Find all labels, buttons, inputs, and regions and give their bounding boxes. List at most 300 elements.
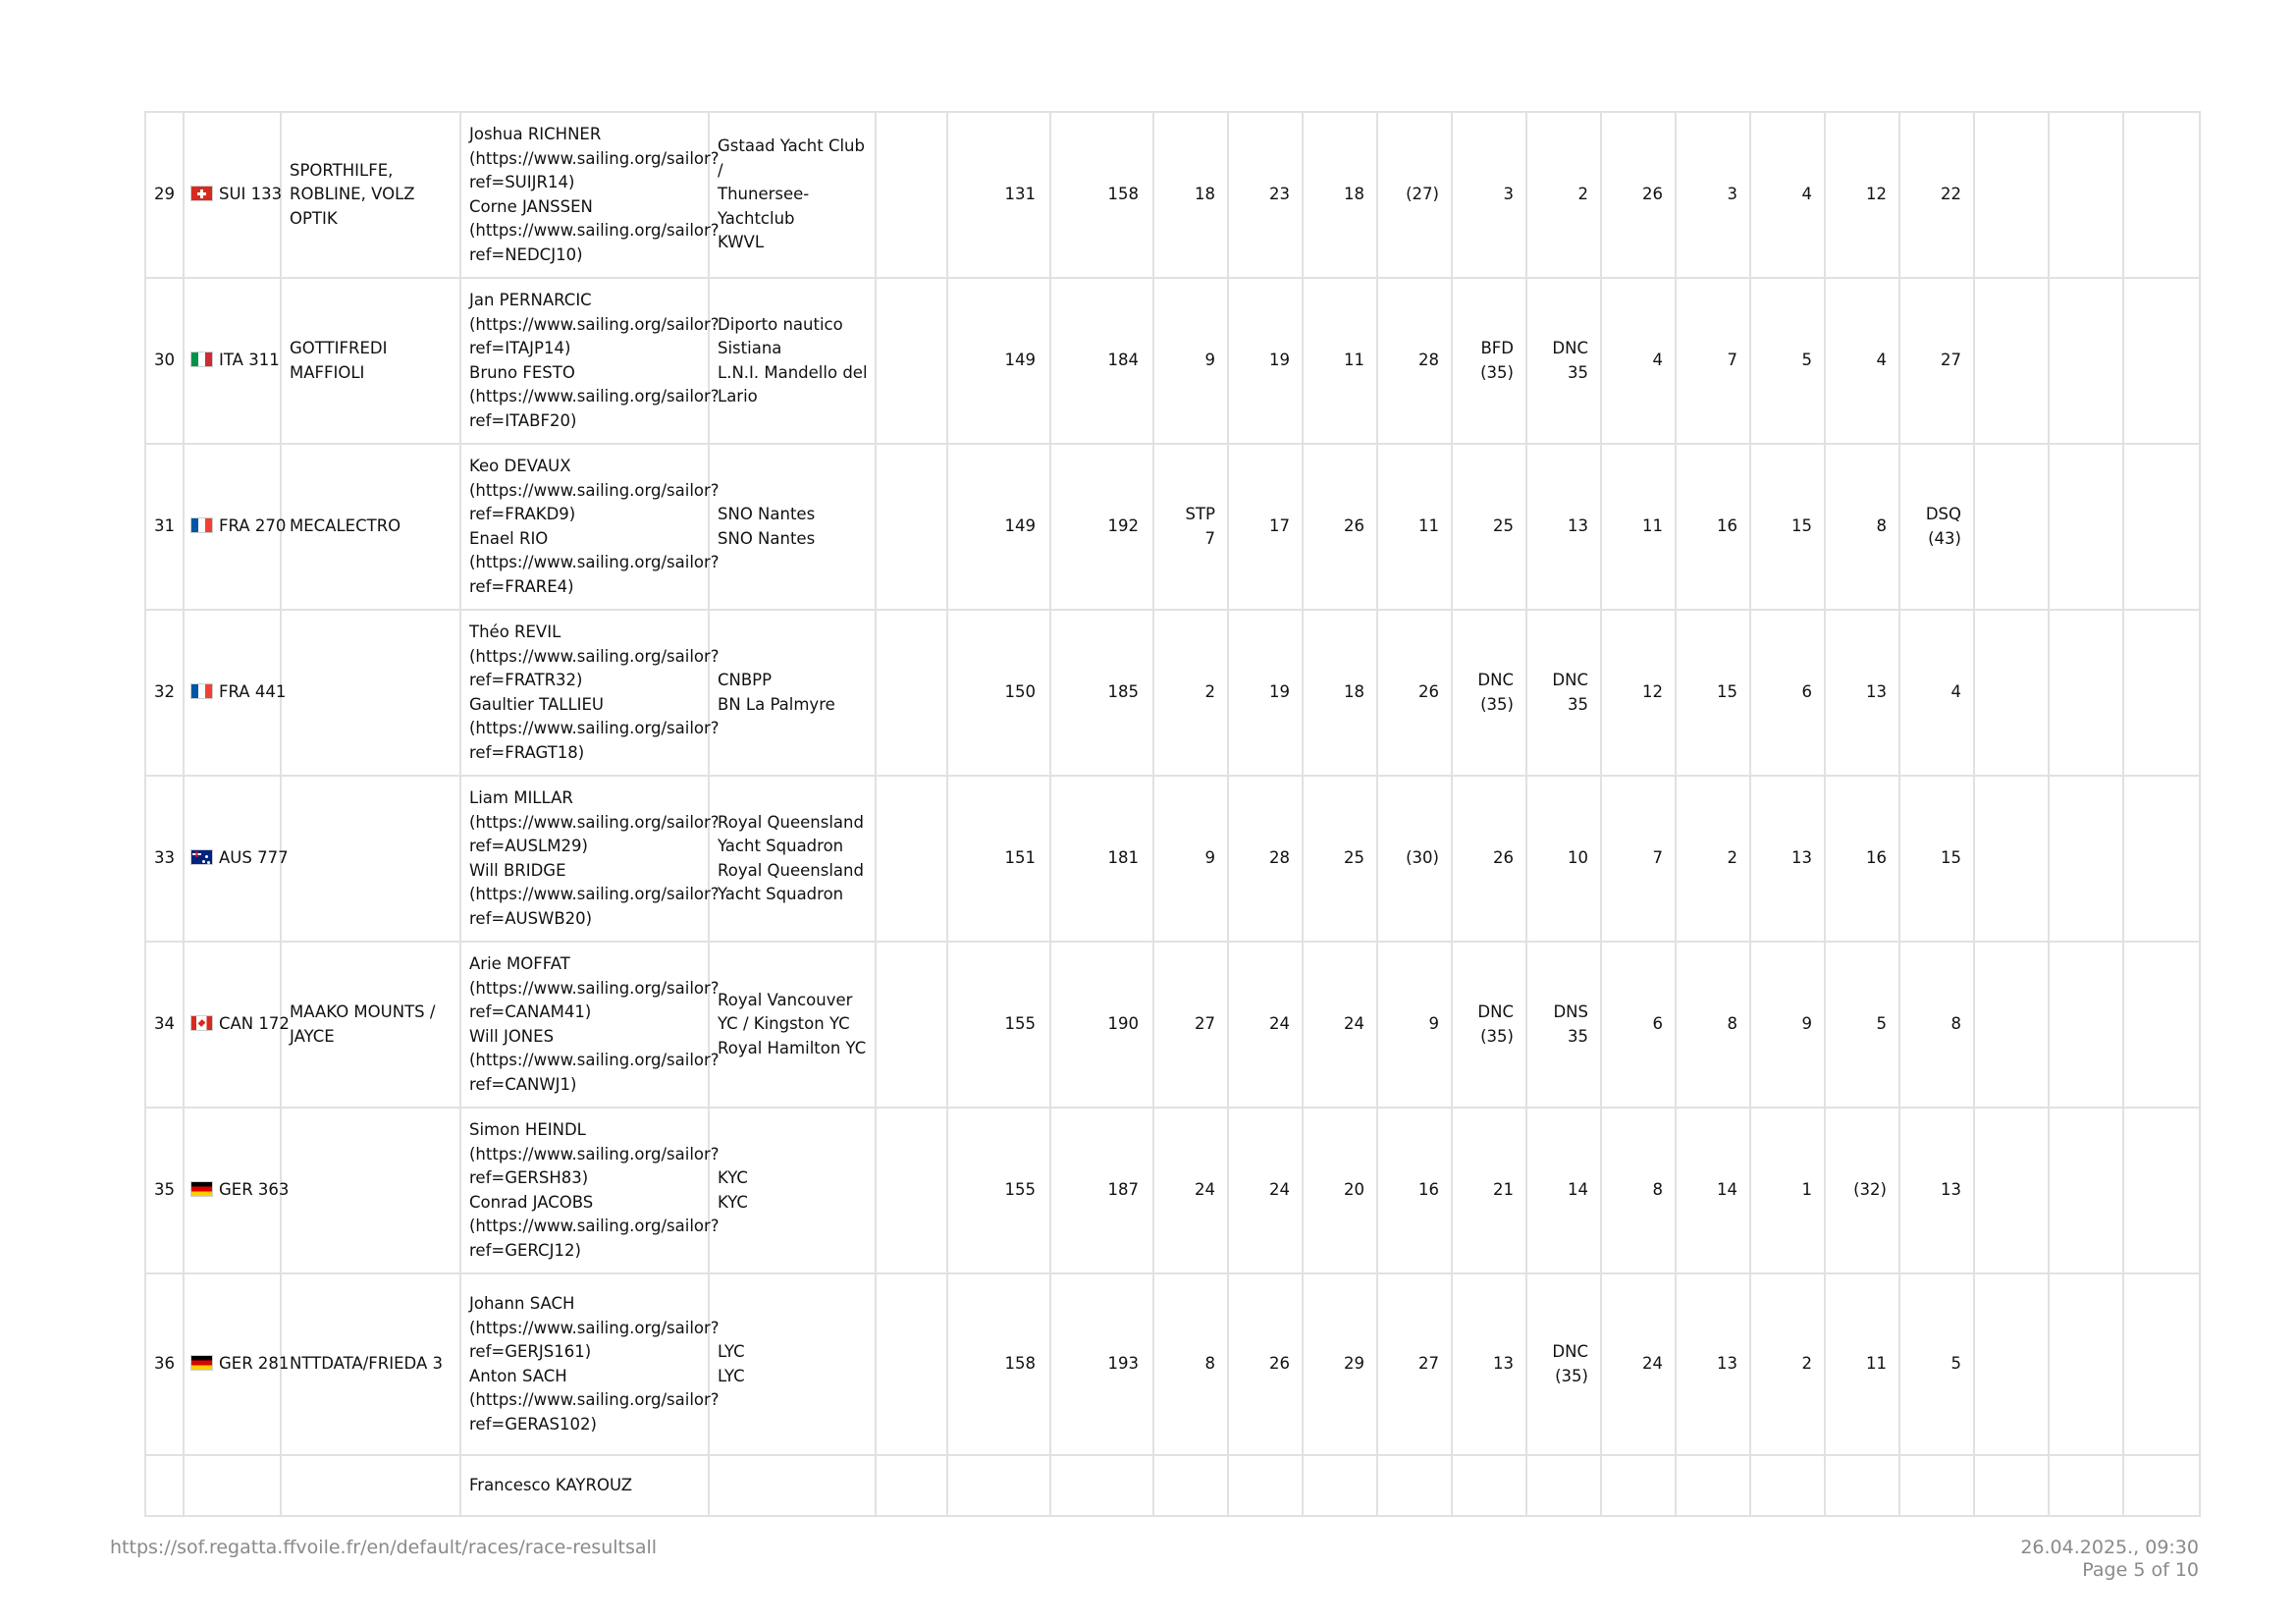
rank-cell: 31 <box>145 444 184 610</box>
crew-line: (https://www.sailing.org/sailor? <box>469 480 720 500</box>
race-score-line: 21 <box>1493 1180 1514 1200</box>
club-line: KYC <box>718 1192 748 1212</box>
boat-name-cell <box>281 776 460 942</box>
race-score-line: 3 <box>1503 185 1514 204</box>
race-score-cell <box>1899 1108 1974 1273</box>
empty-race-cell <box>1974 776 2049 942</box>
race-score-cell <box>1750 1273 1825 1455</box>
club-line: CNBPP <box>718 671 773 689</box>
race-score-line: 20 <box>1344 1180 1364 1200</box>
race-score-line: 16 <box>1717 516 1737 536</box>
race-score-cell <box>1750 1455 1825 1516</box>
crew-cell <box>460 1108 720 1273</box>
race-score-cell <box>1676 610 1750 776</box>
boat-name-cell <box>281 444 460 610</box>
boat-name-line: MAFFIOLI <box>290 362 365 382</box>
race-score-cell <box>1750 1108 1825 1273</box>
race-score-line: 35 <box>1568 1026 1588 1046</box>
race-score-cell <box>1601 1108 1676 1273</box>
club-cell <box>709 278 876 444</box>
race-score-cell <box>1601 444 1676 610</box>
crew-line: Corne JANSSEN <box>469 196 593 216</box>
crew-line: (https://www.sailing.org/sailor? <box>469 1051 720 1069</box>
race-score-cell <box>1899 942 1974 1108</box>
race-score-line: 4 <box>1801 185 1812 204</box>
crew-line: (https://www.sailing.org/sailor? <box>469 387 720 406</box>
sail-number: SUI 133 <box>219 185 283 204</box>
total-points-cell: 181 <box>1050 776 1153 942</box>
club-line: KYC <box>718 1168 748 1187</box>
race-score-cell <box>1825 1455 1899 1516</box>
race-score-line: 11 <box>1642 516 1663 536</box>
crew-line: (https://www.sailing.org/sailor? <box>469 1318 720 1337</box>
race-score-line: 13 <box>1866 682 1887 702</box>
crew-line: ref=ITABF20) <box>469 410 577 430</box>
race-score-line: DNC <box>1477 1002 1514 1021</box>
crew-cell <box>460 610 720 776</box>
race-score-cell <box>1825 610 1899 776</box>
crew-line: Conrad JACOBS <box>469 1192 594 1212</box>
race-score-line: 9 <box>1204 848 1215 868</box>
crew-line: ref=NEDCJ10) <box>469 244 583 264</box>
empty-race-cell <box>2049 444 2123 610</box>
race-score-cell <box>1601 1455 1676 1516</box>
crew-line: Enael RIO <box>469 528 549 548</box>
boat-name-cell <box>281 942 460 1108</box>
crew-line: Théo REVIL <box>469 623 561 641</box>
crew-line: Liam MILLAR <box>469 788 573 807</box>
race-score-cell <box>1526 1455 1601 1516</box>
total-points-cell: 158 <box>1050 112 1153 278</box>
net-points-cell: 155 <box>947 942 1050 1108</box>
sail-number-cell <box>184 1108 290 1273</box>
race-score-cell <box>1153 1455 1228 1516</box>
race-score-cell <box>1825 278 1899 444</box>
total-points-cell: 187 <box>1050 1108 1153 1273</box>
race-score-line: (43) <box>1928 528 1961 548</box>
race-score-line: STP <box>1185 505 1215 523</box>
empty-race-cell <box>2123 1273 2200 1455</box>
race-score-line: 28 <box>1418 351 1439 370</box>
crew-line: (https://www.sailing.org/sailor? <box>469 812 720 832</box>
race-score-cell <box>1377 112 1452 278</box>
empty-race-cell <box>2049 776 2123 942</box>
table-row <box>145 112 2200 278</box>
sail-number: FRA 270 <box>219 516 287 536</box>
flag-can-icon <box>190 1015 213 1031</box>
spacer-cell <box>876 610 947 776</box>
net-points-cell <box>947 1455 1050 1516</box>
sail-number-cell <box>184 942 290 1108</box>
race-score-cell <box>1750 112 1825 278</box>
race-score-line: 25 <box>1493 516 1514 536</box>
race-score-line: 1 <box>1801 1180 1812 1200</box>
empty-race-cell <box>2049 942 2123 1108</box>
race-score-cell <box>1377 942 1452 1108</box>
boat-name-line: OPTIK <box>290 208 338 228</box>
table-row <box>145 776 2200 942</box>
empty-race-cell <box>2123 112 2200 278</box>
crew-line: ref=GERSH83) <box>469 1168 589 1187</box>
race-score-cell <box>1825 776 1899 942</box>
race-score-line: (35) <box>1480 362 1514 382</box>
race-score-line: 35 <box>1568 362 1588 382</box>
sail-number: FRA 441 <box>219 682 287 702</box>
race-score-line: 15 <box>1941 848 1961 868</box>
race-score-cell <box>1303 610 1377 776</box>
race-score-line: 11 <box>1866 1354 1887 1374</box>
race-score-line: BFD <box>1480 339 1514 357</box>
race-score-line: 13 <box>1493 1354 1514 1374</box>
club-line: YC / Kingston YC <box>718 1014 850 1034</box>
race-score-line: 2 <box>1204 682 1215 702</box>
race-score-line: 8 <box>1204 1354 1215 1374</box>
race-score-cell <box>1452 1108 1526 1273</box>
race-score-line: 26 <box>1642 185 1663 204</box>
club-line: L.N.I. Mandello del <box>718 362 868 382</box>
race-score-line: 17 <box>1269 516 1290 536</box>
race-score-line: 2 <box>1727 848 1737 868</box>
race-score-cell <box>1228 444 1303 610</box>
race-score-cell <box>1452 610 1526 776</box>
race-score-line: 4 <box>1652 351 1663 370</box>
race-score-line: (35) <box>1555 1366 1588 1385</box>
crew-line: (https://www.sailing.org/sailor? <box>469 646 720 666</box>
race-score-cell <box>1303 112 1377 278</box>
race-score-cell <box>1228 942 1303 1108</box>
race-score-cell <box>1228 776 1303 942</box>
empty-race-cell <box>2123 610 2200 776</box>
race-score-cell <box>1153 610 1228 776</box>
race-score-cell <box>1750 444 1825 610</box>
race-score-cell <box>1303 1273 1377 1455</box>
crew-cell <box>460 1455 709 1516</box>
race-score-line: 5 <box>1950 1354 1961 1374</box>
crew-line: ref=CANAM41) <box>469 1002 592 1021</box>
race-score-line: 3 <box>1727 185 1737 204</box>
race-score-line: 16 <box>1418 1180 1439 1200</box>
race-score-cell <box>1676 1455 1750 1516</box>
empty-race-cell <box>1974 112 2049 278</box>
rank-cell: 33 <box>145 776 184 942</box>
empty-race-cell <box>2123 1108 2200 1273</box>
crew-line: Arie MOFFAT <box>469 954 570 973</box>
crew-cell <box>460 942 720 1108</box>
crew-line: (https://www.sailing.org/sailor? <box>469 885 720 903</box>
race-score-cell <box>1899 112 1974 278</box>
race-score-cell <box>1303 776 1377 942</box>
race-score-cell <box>1526 776 1601 942</box>
boat-name-cell <box>281 278 460 444</box>
race-score-line: 5 <box>1876 1014 1887 1034</box>
race-score-cell <box>1899 444 1974 610</box>
sail-number-cell <box>184 776 289 942</box>
race-score-line: DNC <box>1552 339 1588 357</box>
club-cell <box>709 776 876 942</box>
crew-line: Joshua RICHNER <box>469 125 602 143</box>
spacer-cell <box>876 444 947 610</box>
table-row <box>145 1455 2200 1516</box>
race-score-cell <box>1377 278 1452 444</box>
race-score-line: 9 <box>1204 351 1215 370</box>
boat-name-cell <box>281 1455 460 1516</box>
crew-line: ref=AUSWB20) <box>469 908 593 928</box>
race-score-line: 13 <box>1568 516 1588 536</box>
club-line: Lario <box>718 387 758 406</box>
race-score-cell <box>1377 776 1452 942</box>
race-score-line: 11 <box>1344 351 1364 370</box>
sail-number-cell <box>184 278 281 444</box>
crew-line: Francesco KAYROUZ <box>469 1475 633 1494</box>
race-score-cell <box>1377 444 1452 610</box>
crew-line: ref=FRAKD9) <box>469 505 576 523</box>
boat-name-line: ROBLINE, VOLZ <box>290 185 415 204</box>
crew-line: (https://www.sailing.org/sailor? <box>469 553 720 571</box>
crew-line: (https://www.sailing.org/sailor? <box>469 221 720 240</box>
crew-line: ref=SUIJR14) <box>469 173 575 191</box>
race-score-line: 28 <box>1269 848 1290 868</box>
crew-cell <box>460 278 720 444</box>
net-points-cell: 131 <box>947 112 1050 278</box>
spacer-cell <box>876 1455 947 1516</box>
race-score-cell <box>1601 278 1676 444</box>
race-score-line: 8 <box>1876 516 1887 536</box>
net-points-cell: 149 <box>947 444 1050 610</box>
race-score-cell <box>1228 610 1303 776</box>
club-line: Yachtclub <box>718 208 795 228</box>
results-table-container <box>144 111 2199 1494</box>
race-score-line: 7 <box>1652 848 1663 868</box>
race-score-cell <box>1153 1273 1228 1455</box>
empty-race-cell <box>2049 278 2123 444</box>
race-score-line: 16 <box>1866 848 1887 868</box>
race-score-cell <box>1676 112 1750 278</box>
race-score-line: 10 <box>1568 848 1588 868</box>
boat-name-line: MAAKO MOUNTS / <box>290 1002 436 1021</box>
race-score-line: 18 <box>1344 185 1364 204</box>
print-datetime: 26.04.2025., 09:30 <box>2020 1537 2199 1558</box>
race-score-cell <box>1899 278 1974 444</box>
race-score-line: (30) <box>1406 848 1439 868</box>
club-line: Royal Queensland <box>718 860 864 880</box>
club-line: Diporto nautico <box>718 314 843 334</box>
race-score-cell <box>1153 776 1228 942</box>
flag-ger-icon <box>190 1181 213 1197</box>
sail-number: ITA 311 <box>219 351 280 370</box>
club-line: Royal Queensland <box>718 812 864 832</box>
race-score-cell <box>1228 112 1303 278</box>
race-score-line: DNC <box>1552 1342 1588 1361</box>
rank-cell: 29 <box>145 112 184 278</box>
empty-race-cell <box>2049 1455 2123 1516</box>
crew-line: Keo DEVAUX <box>469 457 571 475</box>
race-score-line: DNC <box>1552 671 1588 689</box>
race-score-cell <box>1825 1273 1899 1455</box>
crew-line: (https://www.sailing.org/sailor? <box>469 1217 720 1235</box>
race-score-line: 5 <box>1801 351 1812 370</box>
race-score-cell <box>1452 1455 1526 1516</box>
race-score-cell <box>1452 112 1526 278</box>
race-score-cell <box>1303 942 1377 1108</box>
race-score-line: 12 <box>1642 682 1663 702</box>
race-score-cell <box>1601 610 1676 776</box>
race-score-line: 24 <box>1269 1014 1290 1034</box>
rank-cell: 34 <box>145 942 184 1108</box>
club-line: Royal Vancouver <box>718 990 853 1009</box>
race-score-cell <box>1526 610 1601 776</box>
crew-line: Simon HEINDL <box>469 1120 586 1139</box>
club-cell <box>709 610 876 776</box>
boat-name-line: NTTDATA/FRIEDA 3 <box>290 1354 443 1374</box>
sail-number-cell <box>184 1455 281 1516</box>
race-score-cell <box>1452 1273 1526 1455</box>
crew-line: Jan PERNARCIC <box>469 291 592 309</box>
race-score-line: (35) <box>1480 694 1514 714</box>
club-line: SNO Nantes <box>718 505 816 523</box>
crew-line: (https://www.sailing.org/sailor? <box>469 978 720 998</box>
club-line: BN La Palmyre <box>718 694 835 714</box>
race-score-line: 23 <box>1269 185 1290 204</box>
net-points-cell: 158 <box>947 1273 1050 1455</box>
race-score-line: 13 <box>1717 1354 1737 1374</box>
race-score-cell <box>1228 1455 1303 1516</box>
total-points-cell: 184 <box>1050 278 1153 444</box>
club-cell <box>709 1273 876 1455</box>
race-score-line: 8 <box>1652 1180 1663 1200</box>
empty-race-cell <box>1974 610 2049 776</box>
race-score-cell <box>1676 1108 1750 1273</box>
club-line: Yacht Squadron <box>718 837 844 855</box>
flag-aus-icon <box>190 849 213 865</box>
race-score-cell <box>1452 444 1526 610</box>
empty-race-cell <box>1974 942 2049 1108</box>
results-table <box>144 111 2201 1517</box>
club-line: Sistiana <box>718 339 782 357</box>
race-score-line: 2 <box>1577 185 1588 204</box>
rank-cell: 32 <box>145 610 184 776</box>
empty-race-cell <box>1974 444 2049 610</box>
crew-line: ref=ITAJP14) <box>469 339 571 357</box>
race-score-line: 8 <box>1727 1014 1737 1034</box>
boat-name-cell <box>281 112 460 278</box>
crew-line: Bruno FESTO <box>469 362 575 382</box>
crew-cell <box>460 112 720 278</box>
rank-cell: 35 <box>145 1108 184 1273</box>
club-cell <box>709 1455 876 1516</box>
crew-line: ref=CANWJ1) <box>469 1074 577 1094</box>
empty-race-cell <box>2049 1108 2123 1273</box>
race-score-cell <box>1899 610 1974 776</box>
club-cell <box>709 444 876 610</box>
race-score-cell <box>1228 1273 1303 1455</box>
crew-line: ref=GERCJ12) <box>469 1240 581 1260</box>
race-score-cell <box>1825 112 1899 278</box>
sail-number-cell <box>184 444 287 610</box>
race-score-cell <box>1750 278 1825 444</box>
race-score-cell <box>1452 278 1526 444</box>
race-score-line: 8 <box>1950 1014 1961 1034</box>
footer-url: https://sof.regatta.ffvoile.fr/en/default/races/race-resultsall <box>110 1537 658 1558</box>
club-line: Yacht Squadron <box>718 885 844 903</box>
race-score-line: 24 <box>1642 1354 1663 1374</box>
club-line: LYC <box>718 1366 745 1385</box>
club-line: KWVL <box>718 233 765 252</box>
flag-ger-icon <box>190 1355 213 1371</box>
race-score-cell <box>1750 610 1825 776</box>
race-score-line: 4 <box>1950 682 1961 702</box>
crew-line: Will BRIDGE <box>469 860 566 880</box>
crew-line: ref=FRATR32) <box>469 671 583 689</box>
spacer-cell <box>876 1108 947 1273</box>
race-score-line: 12 <box>1866 185 1887 204</box>
race-score-cell <box>1526 1273 1601 1455</box>
spacer-cell <box>876 942 947 1108</box>
race-score-line: 13 <box>1791 848 1812 868</box>
race-score-cell <box>1228 278 1303 444</box>
crew-line: ref=AUSLM29) <box>469 837 588 855</box>
club-line: LYC <box>718 1342 745 1361</box>
race-score-cell <box>1825 1108 1899 1273</box>
crew-line: Johann SACH <box>469 1294 575 1313</box>
race-score-line: DNC <box>1477 671 1514 689</box>
club-cell <box>709 112 876 278</box>
footer-right <box>2020 1537 2199 1582</box>
race-score-cell <box>1750 942 1825 1108</box>
race-score-line: (32) <box>1853 1180 1887 1200</box>
race-score-cell <box>1601 942 1676 1108</box>
crew-cell <box>460 1273 720 1455</box>
empty-race-cell <box>1974 1108 2049 1273</box>
race-score-line: 6 <box>1652 1014 1663 1034</box>
crew-line: Will JONES <box>469 1026 555 1046</box>
race-score-line: DNS <box>1553 1002 1588 1021</box>
table-row <box>145 610 2200 776</box>
race-score-line: 26 <box>1344 516 1364 536</box>
race-score-line: 24 <box>1269 1180 1290 1200</box>
results-body <box>145 112 2200 1516</box>
crew-line: (https://www.sailing.org/sailor? <box>469 1144 720 1164</box>
crew-line: Anton SACH <box>469 1366 567 1385</box>
race-score-line: 35 <box>1568 694 1588 714</box>
race-score-line: 13 <box>1941 1180 1961 1200</box>
empty-race-cell <box>2049 112 2123 278</box>
total-points-cell: 192 <box>1050 444 1153 610</box>
rank-cell <box>145 1455 184 1516</box>
rank-cell: 30 <box>145 278 184 444</box>
race-score-line: 24 <box>1344 1014 1364 1034</box>
race-score-line: 26 <box>1493 848 1514 868</box>
empty-race-cell <box>2123 776 2200 942</box>
race-score-line: 2 <box>1801 1354 1812 1374</box>
race-score-line: 27 <box>1941 351 1961 370</box>
sail-number-cell <box>184 112 281 278</box>
race-score-cell <box>1825 942 1899 1108</box>
table-row <box>145 1273 2200 1455</box>
crew-line: ref=FRAGT18) <box>469 742 585 762</box>
race-score-cell <box>1377 1273 1452 1455</box>
net-points-cell: 155 <box>947 1108 1050 1273</box>
race-score-cell <box>1676 1273 1750 1455</box>
flag-fra-icon <box>190 683 213 699</box>
race-score-cell <box>1303 1455 1377 1516</box>
race-score-line: 4 <box>1876 351 1887 370</box>
race-score-cell <box>1228 1108 1303 1273</box>
race-score-line: 7 <box>1204 528 1215 548</box>
race-score-line: 26 <box>1418 682 1439 702</box>
club-cell <box>709 1108 876 1273</box>
race-score-line: 27 <box>1195 1014 1215 1034</box>
race-score-cell <box>1526 112 1601 278</box>
